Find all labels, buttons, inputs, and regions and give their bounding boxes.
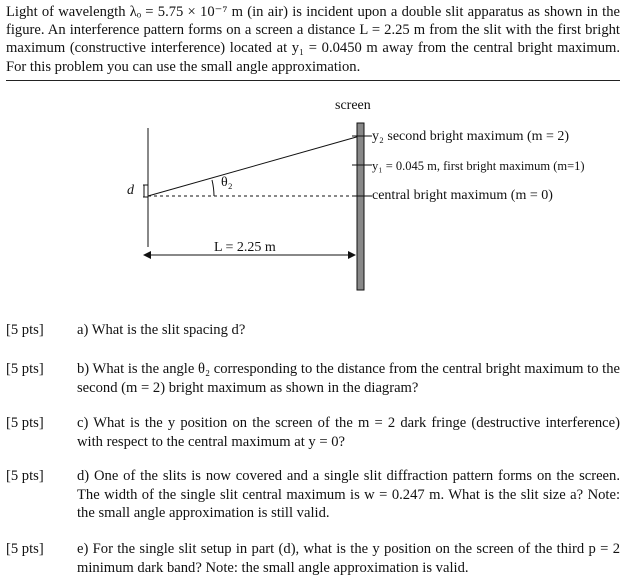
theta2-label: θ₂ xyxy=(221,175,233,190)
screen-label: screen xyxy=(335,98,371,113)
points-label: [5 pts] xyxy=(6,322,44,338)
d-label: d xyxy=(127,183,134,198)
y1-label: y₁ = 0.045 m, first bright maximum (m=1) xyxy=(372,159,585,173)
problem-intro: Light of wavelength λₒ = 5.75 × 10⁻⁷ m (in air) is incident upon a double slit apparatus as shown in the figure. An interference pattern forms on a screen a distance L = 2.25 m from the slit with the first bright maximum (constructive interference) located at y₁ = 0.0450 m away from the central bright maximum. For this problem you can use the small angle approximation. xyxy=(6,3,620,81)
points-label: [5 pts] xyxy=(6,415,44,431)
distance-label: L = 2.25 m xyxy=(214,240,276,255)
question-text: a) What is the slit spacing d? xyxy=(77,322,246,338)
points-label: [5 pts] xyxy=(6,468,44,484)
theta2-arc xyxy=(212,180,214,196)
y2-label: y₂ second bright maximum (m = 2) xyxy=(372,129,570,144)
points-label: [5 pts] xyxy=(6,541,44,557)
screen xyxy=(357,123,364,290)
question-text: c) What is the y position on the screen of the m = 2 dark fringe (destructive interference) with respect to the central maximum at y = 0? xyxy=(77,415,620,450)
points-label: [5 pts] xyxy=(6,361,44,377)
double-slit-diagram xyxy=(0,95,625,305)
question-text: d) One of the slits is now covered and a single slit diffraction pattern forms on the screen. The width of the single slit central maximum is w = 0.247 m. What is the slit size a? Note: the small angle approximation is still valid. xyxy=(77,468,620,521)
ray-to-y2 xyxy=(148,136,360,196)
question-text: e) For the single slit setup in part (d), what is the y position on the screen of the third p = 2 minimum dark band? Note: the small angle approximation is valid. xyxy=(77,541,620,576)
central-max-label: central bright maximum (m = 0) xyxy=(372,188,553,203)
question-text: b) What is the angle θ₂ corresponding to the distance from the central bright maximum to the second (m = 2) bright maximum as shown in the diagram? xyxy=(77,361,620,396)
